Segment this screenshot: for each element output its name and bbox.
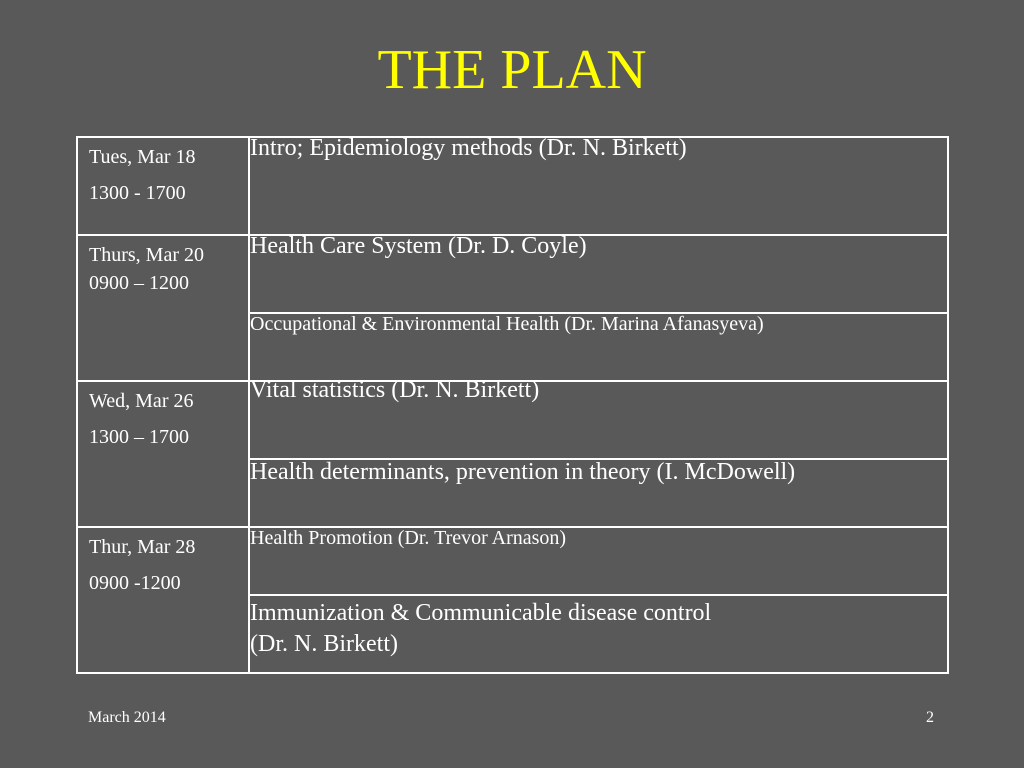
date-time-cell — [77, 527, 249, 673]
session-time: 0900 – 1200 — [89, 272, 189, 294]
topic-cell — [249, 137, 948, 235]
session-time: 0900 -1200 — [89, 572, 181, 594]
table-row — [77, 527, 948, 595]
table-row — [77, 381, 948, 459]
topic-text: Health Care System (Dr. D. Coyle) — [250, 233, 587, 259]
topic-cell — [249, 459, 948, 527]
topic-cell — [249, 235, 948, 313]
topic-text: (Dr. N. Birkett) — [250, 631, 398, 657]
topic-cell — [249, 313, 948, 381]
topic-cell — [249, 377, 948, 459]
footer-date: March 2014 — [88, 709, 166, 726]
topic-text: Intro; Epidemiology methods (Dr. N. Birkett) — [250, 135, 687, 161]
topic-cell — [249, 527, 948, 595]
session-day: Wed, Mar 26 — [89, 390, 194, 412]
topic-text: Health determinants, prevention in theory (I. McDowell) — [250, 459, 796, 485]
date-time-cell — [77, 235, 249, 381]
session-day: Thurs, Mar 20 — [89, 244, 204, 266]
session-day: Thur, Mar 28 — [89, 536, 196, 558]
topic-text: Vital statistics (Dr. N. Birkett) — [250, 377, 540, 403]
date-time-cell — [77, 137, 249, 235]
slide-title: THE PLAN — [377, 39, 647, 101]
schedule-table — [76, 136, 949, 674]
page-number: 2 — [926, 709, 934, 726]
table-row — [77, 235, 948, 313]
topic-text: Immunization & Communicable disease control — [250, 600, 712, 626]
date-time-cell — [77, 381, 249, 527]
topic-text: Occupational & Environmental Health (Dr. Marina Afanasyeva) — [250, 313, 764, 335]
table-row — [77, 137, 948, 235]
topic-text: Health Promotion (Dr. Trevor Arnason) — [250, 527, 567, 549]
session-time: 1300 - 1700 — [89, 182, 186, 204]
session-day: Tues, Mar 18 — [89, 146, 196, 168]
topic-cell — [249, 595, 948, 673]
session-time: 1300 – 1700 — [89, 426, 189, 448]
